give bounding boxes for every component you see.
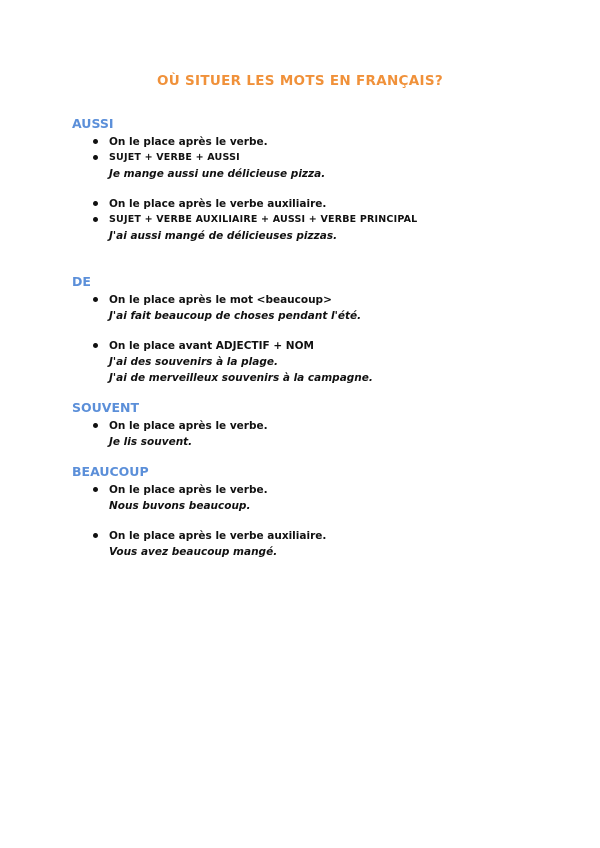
rule-text: SUJET + VERBE AUXILIAIRE + AUSSI + VERBE PRINCIPAL	[109, 214, 418, 225]
list-item	[72, 338, 542, 386]
rule-text: On le place avant ADJECTIF + NOM	[109, 340, 314, 352]
rule-text: On le place après le verbe auxiliaire.	[109, 198, 327, 210]
example-text: Je mange aussi une délicieuse pizza.	[109, 168, 326, 180]
bullet-list	[72, 418, 542, 450]
list-item	[72, 292, 542, 324]
example-text: J'ai de merveilleux souvenirs à la campagne.	[109, 372, 373, 384]
section-de	[72, 274, 542, 386]
list-item	[72, 134, 542, 150]
rule-text: On le place après le verbe.	[109, 484, 268, 496]
list-item	[72, 150, 542, 182]
bullet-icon	[93, 155, 98, 160]
bullet-icon	[93, 217, 98, 222]
section-aussi	[72, 116, 542, 244]
section-heading: SOUVENT	[72, 400, 139, 415]
rule-text: On le place après le verbe auxiliaire.	[109, 530, 327, 542]
example-text: J'ai aussi mangé de délicieuses pizzas.	[109, 230, 338, 242]
list-item	[72, 196, 542, 212]
bullet-icon	[93, 487, 98, 492]
spacer	[72, 324, 542, 338]
spacer	[72, 182, 542, 196]
section-heading: DE	[72, 274, 91, 289]
bullet-list	[72, 482, 542, 560]
list-item	[72, 212, 542, 244]
bullet-icon	[93, 343, 98, 348]
example-text: J'ai fait beaucoup de choses pendant l'été.	[109, 310, 362, 322]
example-text: Vous avez beaucoup mangé.	[109, 546, 278, 558]
rule-text: SUJET + VERBE + AUSSI	[109, 152, 240, 163]
rule-text: On le place après le mot <beaucoup>	[109, 294, 332, 306]
list-item	[72, 418, 542, 450]
example-text: J'ai des souvenirs à la plage.	[109, 356, 278, 368]
section-heading: AUSSI	[72, 116, 114, 131]
bullet-list	[72, 292, 542, 386]
section-beaucoup	[72, 464, 542, 560]
section-heading: BEAUCOUP	[72, 464, 149, 479]
spacer	[0, 450, 600, 464]
spacer	[0, 244, 600, 274]
spacer	[72, 514, 542, 528]
bullet-icon	[93, 533, 98, 538]
list-item	[72, 482, 542, 514]
rule-text: On le place après le verbe.	[109, 420, 268, 432]
bullet-icon	[93, 297, 98, 302]
rule-text: On le place après le verbe.	[109, 136, 268, 148]
section-souvent	[72, 400, 542, 450]
example-text: Nous buvons beaucoup.	[109, 500, 251, 512]
list-item	[72, 528, 542, 560]
bullet-icon	[93, 201, 98, 206]
example-text: Je lis souvent.	[109, 436, 193, 448]
bullet-icon	[93, 139, 98, 144]
page-title: OÙ SITUER LES MOTS EN FRANÇAIS?	[157, 73, 443, 89]
bullet-icon	[93, 423, 98, 428]
spacer	[0, 386, 600, 400]
bullet-list	[72, 134, 542, 244]
